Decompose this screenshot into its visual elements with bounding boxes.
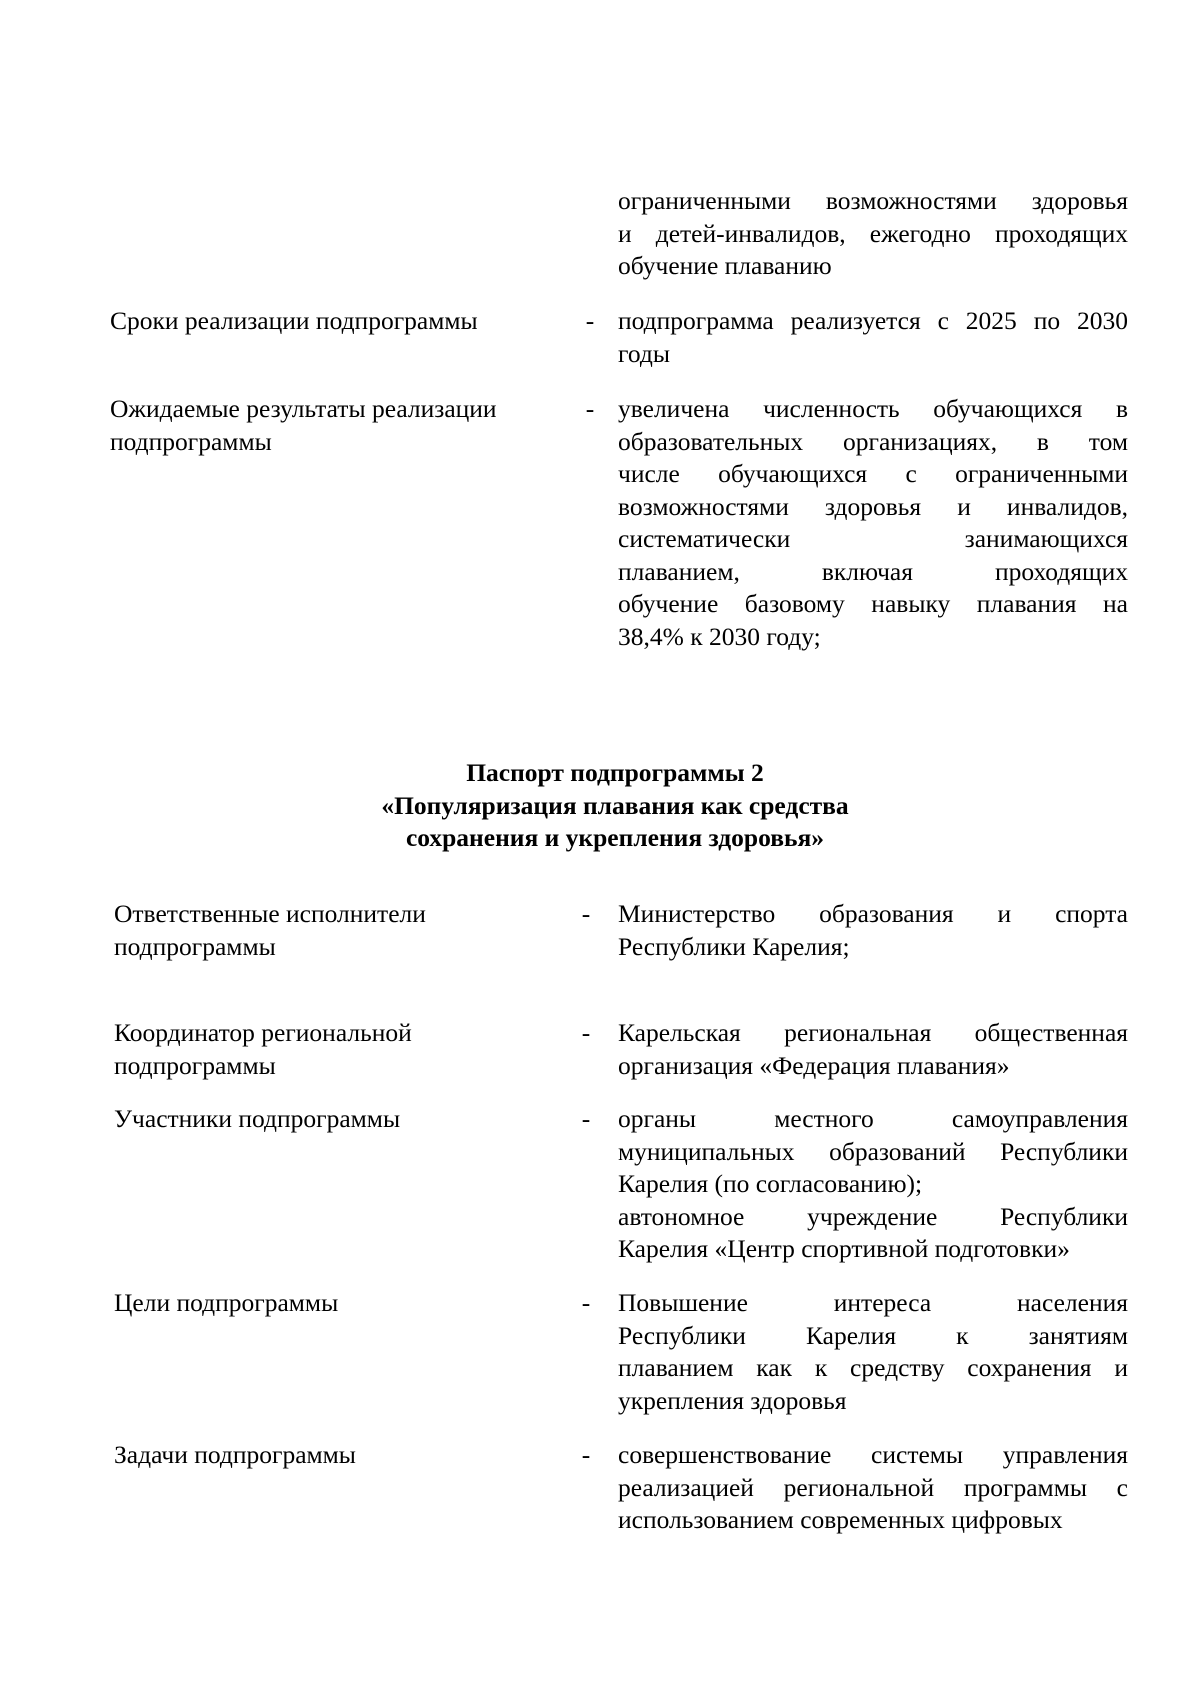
text-line: плаванием как к средству сохранения и [618,1353,1128,1382]
text-line: образовательных организациях, в том [618,426,1128,456]
label-line: подпрограммы [114,1050,276,1080]
heading-line: «Популяризация плавания как средства [381,790,849,820]
text-line: плаванием, включая проходящих [618,556,1128,586]
row-dash: - [581,1440,591,1469]
text-line: использованием современных цифровых [618,1505,1063,1534]
row-label [114,1017,554,1082]
text-line: 38,4% к 2030 году; [618,621,821,651]
row-dash: - [585,394,595,423]
row-value [618,898,1128,963]
row-dash: - [581,1104,591,1133]
row-label [110,305,550,338]
text-line: систематически занимающихся [618,524,1128,553]
text-line: числе обучающихся с ограниченными [618,459,1128,488]
label-line: Задачи подпрограммы [114,1440,356,1469]
text-line: реализацией региональной программы с [618,1472,1128,1502]
text-line: укрепления здоровья [618,1385,847,1415]
row-label [114,1103,554,1136]
row-dash: - [581,1018,591,1047]
text-line: организация «Федерация плавания» [618,1050,1010,1080]
row-value [618,1017,1128,1082]
text-line: возможностями здоровья и инвалидов, [618,491,1128,521]
text-line: ограниченными возможностями здоровья [618,186,1128,215]
text-line: и детей-инвалидов, ежегодно проходящих [618,218,1128,248]
text-line: годы [618,338,670,368]
text-line: обучение плаванию [618,251,832,280]
text-line: подпрограмма реализуется с 2025 по 2030 [618,306,1128,335]
row-dash: - [585,306,595,335]
label-line: Ответственные исполнители [114,899,426,928]
label-line: Сроки реализации подпрограммы [110,306,478,335]
label-line: Цели подпрограммы [114,1288,339,1317]
row-value [618,1103,1128,1266]
row-value [618,393,1128,653]
label-line: подпрограммы [114,931,276,961]
text-line: Карельская региональная общественная [618,1018,1128,1047]
label-line: Координатор региональной [114,1018,412,1047]
label-line: Ожидаемые результаты реализации [110,394,497,423]
row-label [114,898,554,963]
text-line: органы местного самоуправления [618,1104,1128,1133]
text-line: Республики Карелия к занятиям [618,1320,1128,1350]
row-dash: - [581,899,591,928]
heading-line: сохранения и укрепления здоровья» [405,823,825,852]
text-line: Повышение интереса населения [618,1288,1128,1317]
continuation-value [618,185,1128,283]
label-line: Участники подпрограммы [114,1104,401,1133]
text-line: Карелия «Центр спортивной подготовки» [618,1234,1070,1263]
text-line: муниципальных образований Республики [618,1136,1128,1166]
row-label [114,1287,554,1320]
text-line: автономное учреждение Республики [618,1201,1128,1231]
text-line: Министерство образования и спорта [618,899,1128,928]
text-line: совершенствование системы управления [618,1440,1128,1469]
row-label [114,1439,554,1472]
row-label [110,393,550,458]
heading-line: Паспорт подпрограммы 2 [466,758,764,787]
text-line: увеличена численность обучающихся в [618,394,1128,423]
row-value [618,1287,1128,1417]
row-value [618,1439,1128,1537]
row-dash: - [581,1288,591,1317]
text-line: обучение базовому навыку плавания на [618,589,1128,618]
text-line: Карелия (по согласованию); [618,1169,923,1198]
section-heading [0,757,1200,855]
row-value [618,305,1128,370]
label-line: подпрограммы [110,426,272,456]
text-line: Республики Карелия; [618,931,850,961]
